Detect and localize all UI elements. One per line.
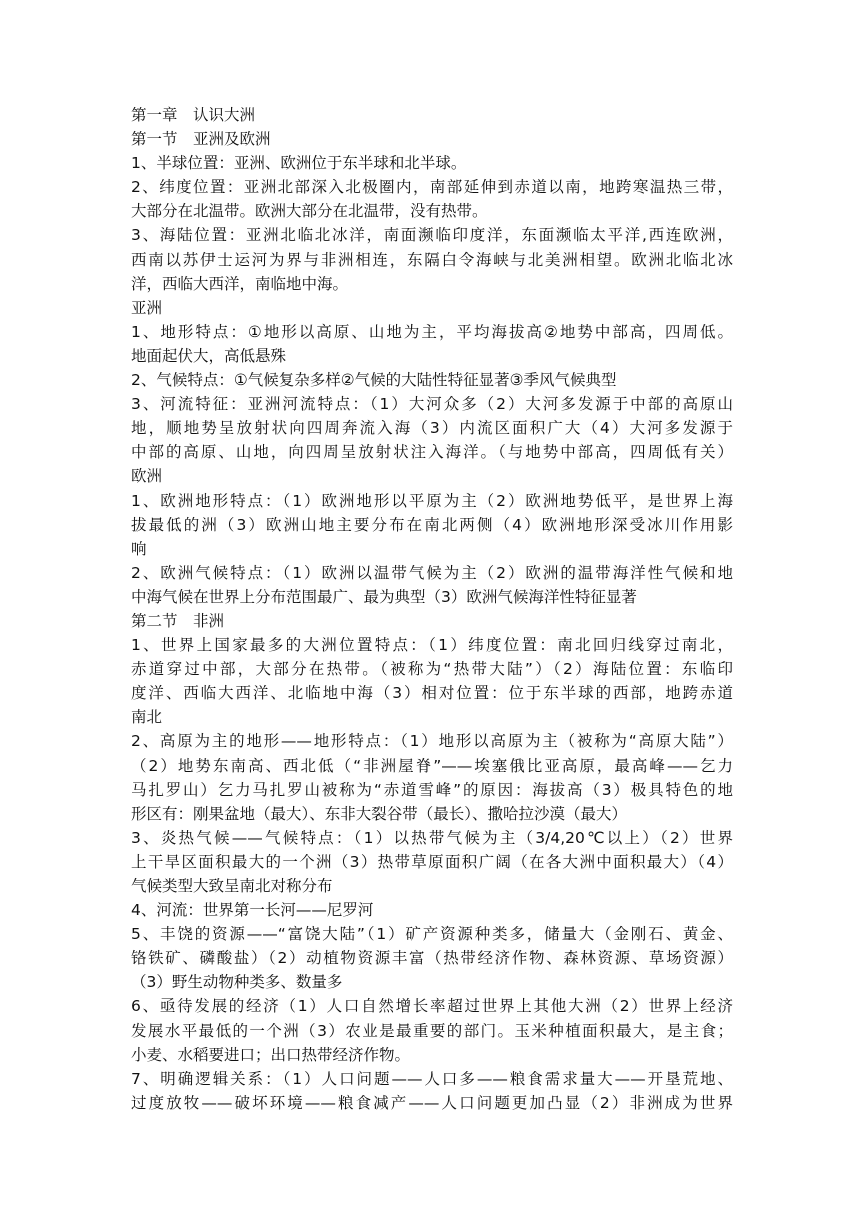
text-line: 马扎罗山）乞力马扎罗山被称为“赤道雪峰”的原因：海拔高（3）极具特色的地 xyxy=(131,780,733,799)
text-line: 7、明确逻辑关系：（1）人口问题——人口多——粮食需求量大——开垦荒地、 xyxy=(131,1069,733,1088)
text-line: 4、河流：世界第一长河——尼罗河 xyxy=(131,901,374,920)
text-line: 2、纬度位置：亚洲北部深入北极圈内，南部延伸到赤道以南，地跨寒温热三带， xyxy=(131,178,733,197)
text-line: 气候类型大致呈南北对称分布 xyxy=(131,877,333,895)
text-line: 1、世界上国家最多的大洲位置特点：（1）纬度位置：南北回归线穿过南北， xyxy=(131,636,733,655)
text-line: 中部的高原、山地，向四周呈放射状注入海洋。（与地势中部高，四周低有关） xyxy=(131,443,733,462)
text-line: 第二节 非洲 xyxy=(131,611,225,630)
text-line: 3、炎热气候——气候特点：（1）以热带气候为主（3/4,20℃以上）（2）世界 xyxy=(131,828,733,847)
text-line: 3、海陆位置：亚洲北临北冰洋，南面濒临印度洋，东面濒临太平洋,西连欧洲， xyxy=(131,226,733,245)
text-line: 南北 xyxy=(131,708,163,727)
text-line: 亚洲 xyxy=(131,298,163,317)
text-line: （2）地势东南高、西北低（“非洲屋脊”——埃塞俄比亚高原，最高峰——乞力 xyxy=(131,756,733,775)
text-line: 6、亟待发展的经济（1）人口自然增长率超过世界上其他大洲（2）世界上经济 xyxy=(131,997,733,1016)
text-line: 欧洲 xyxy=(131,467,163,486)
text-line: 2、高原为主的地形——地形特点：（1）地形以高原为主（被称为“高原大陆”） xyxy=(131,732,733,751)
text-line: （3）野生动物种类多、数量多 xyxy=(131,973,343,992)
text-line: 2、欧洲气候特点：（1）欧洲以温带气候为主（2）欧洲的温带海洋性气候和地 xyxy=(131,563,733,582)
text-line: 5、丰饶的资源——“富饶大陆”（1）矿产资源种类多，储量大（金刚石、黄金、 xyxy=(131,925,733,944)
text-line: 中海气候在世界上分布范围最广、最为典型（3）欧洲气候海洋性特征显著 xyxy=(131,587,637,606)
text-line: 上干旱区面积最大的一个洲（3）热带草原面积广阔（在各大洲中面积最大）（4） xyxy=(131,852,733,871)
text-line: 小麦、水稻要进口；出口热带经济作物。 xyxy=(131,1045,411,1064)
text-line: 度洋、西临大西洋、北临地中海（3）相对位置：位于东半球的西部，地跨赤道 xyxy=(131,684,733,703)
text-line: 3、河流特征：亚洲河流特点：（1）大河众多（2）大河多发源于中部的高原山 xyxy=(131,395,733,414)
text-line: 西南以苏伊士运河为界与非洲相连，东隔白令海峡与北美洲相望。欧洲北临北冰 xyxy=(131,250,733,269)
text-line: 赤道穿过中部，大部分在热带。（被称为“热带大陆”）（2）海陆位置：东临印 xyxy=(131,660,733,679)
text-line: 发展水平最低的一个洲（3）农业是最重要的部门。玉米种植面积最大，是主食； xyxy=(131,1021,733,1040)
text-line: 第一章 认识大洲 xyxy=(131,106,256,124)
text-line: 形区有：刚果盆地（最大）、东非大裂谷带（最长）、撒哈拉沙漠（最大） xyxy=(131,804,628,823)
text-line: 响 xyxy=(131,539,147,558)
text-line: 铬铁矿、磷酸盐）（2）动植物资源丰富（热带经济作物、森林资源、草场资源） xyxy=(131,949,733,968)
text-line: 2、气候特点：①气候复杂多样②气候的大陆性特征显著③季风气候典型 xyxy=(131,371,617,390)
text-line: 过度放牧——破坏环境——粮食减产——人口问题更加凸显（2）非洲成为世界 xyxy=(131,1093,733,1112)
text-line: 1、地形特点：①地形以高原、山地为主，平均海拔高②地势中部高，四周低。 xyxy=(131,322,733,341)
text-line: 大部分在北温带。欧洲大部分在北温带，没有热带。 xyxy=(131,202,488,221)
text-line: 第一节 亚洲及欧洲 xyxy=(131,130,271,149)
text-line: 地面起伏大，高低悬殊 xyxy=(131,346,287,365)
text-line: 1、半球位置：亚洲、欧洲位于东半球和北半球。 xyxy=(131,154,467,173)
text-line: 1、欧洲地形特点：（1）欧洲地形以平原为主（2）欧洲地势低平，是世界上海 xyxy=(131,491,733,510)
text-line: 洋，西临大西洋，南临地中海。 xyxy=(131,274,349,293)
text-line: 拔最低的洲（3）欧洲山地主要分布在南北两侧（4）欧洲地形深受冰川作用影 xyxy=(131,515,733,534)
text-line: 地，顺地势呈放射状向四周奔流入海（3）内流区面积广大（4）大河多发源于 xyxy=(131,419,733,438)
document-page xyxy=(131,103,733,1115)
